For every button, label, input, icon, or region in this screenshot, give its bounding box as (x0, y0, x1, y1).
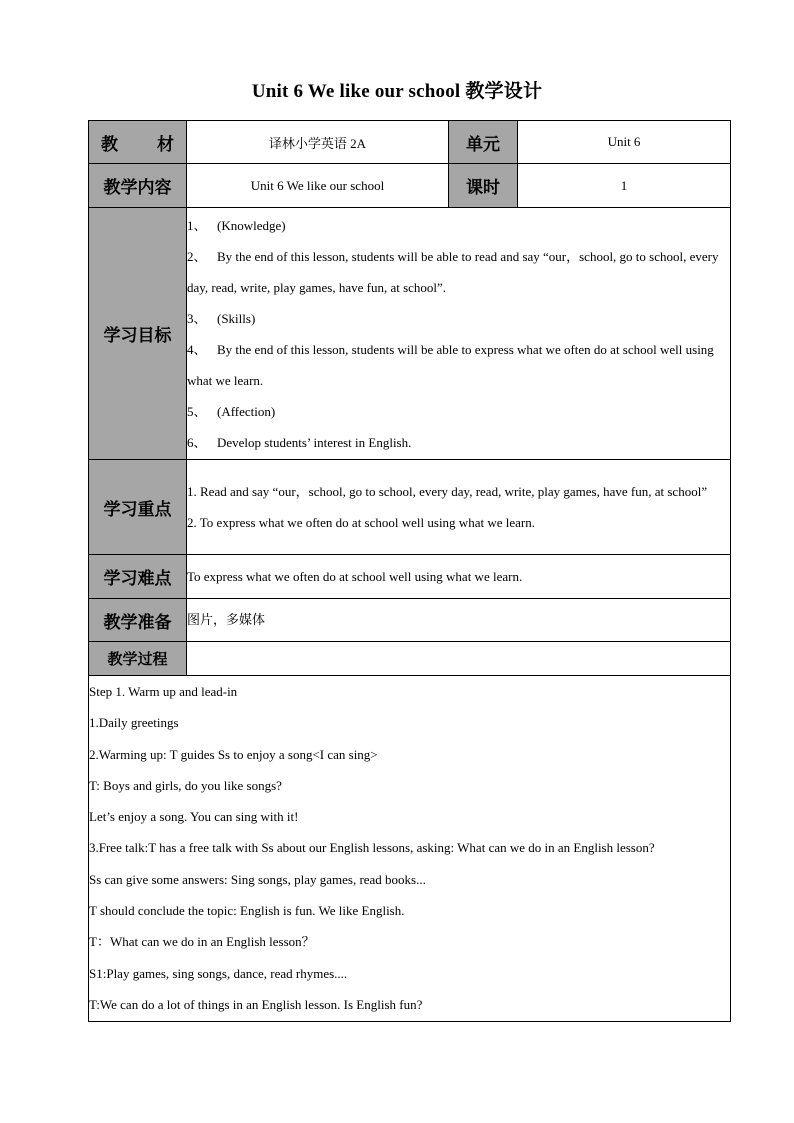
objectives-label: 学习目标 (89, 208, 187, 460)
process-line: 3.Free talk:T has a free talk with Ss about our English lessons, asking: What can we do in an English lesson? (89, 840, 655, 856)
objective-item: 3、 (Skills) (187, 310, 256, 326)
process-line: Let’s enjoy a song. You can sing with it! (89, 809, 299, 825)
period-label: 课时 (449, 164, 518, 208)
row-process-body (89, 676, 731, 1022)
process-body (89, 676, 731, 1022)
row-material (89, 121, 731, 164)
difficult-label: 学习难点 (89, 555, 187, 599)
objective-item: 5、 (Affection) (187, 403, 276, 419)
objective-item: 6、 Develop students’ interest in English. (187, 434, 412, 450)
material-label: 教 材 (89, 121, 187, 164)
lesson-plan-table (88, 120, 731, 1022)
prep-value: 图片，多媒体 (187, 599, 731, 642)
objective-item: 4、 By the end of this lesson, students will be able to express what we often do at school well using what we learn. (187, 341, 714, 388)
process-line: Ss can give some answers: Sing songs, play games, read books... (89, 871, 426, 887)
key-point-item: 2. To express what we often do at school well using what we learn. (187, 515, 535, 530)
process-label: 教学过程 (89, 642, 187, 676)
process-line: 2.Warming up: T guides Ss to enjoy a song<I can sing> (89, 746, 378, 762)
key-points-label: 学习重点 (89, 460, 187, 555)
period-value: 1 (518, 164, 731, 208)
row-process-header (89, 642, 731, 676)
unit-value: Unit 6 (518, 121, 731, 164)
row-difficult-points (89, 555, 731, 599)
process-line: T should conclude the topic: English is fun. We like English. (89, 903, 405, 919)
material-value: 译林小学英语 2A (187, 121, 449, 164)
process-line: T:We can do a lot of things in an English lesson. Is English fun? (89, 996, 423, 1012)
objective-item: 2、 By the end of this lesson, students will be able to read and say “our，school, go to school, every day, read, write, play games, have fun, at school”. (187, 248, 719, 295)
process-line: 1.Daily greetings (89, 715, 179, 731)
content-value: Unit 6 We like our school (187, 164, 449, 208)
key-point-item: 1. Read and say “our，school, go to school, every day, read, write, play games, have fun, at school” (187, 484, 708, 499)
key-points-cell (187, 460, 731, 555)
objectives-cell (187, 208, 731, 460)
process-line: T：What can we do in an English lesson？ (89, 934, 315, 950)
row-objectives (89, 208, 731, 460)
process-line: S1:Play games, sing songs, dance, read rhymes.... (89, 965, 348, 981)
row-preparation (89, 599, 731, 642)
row-key-points (89, 460, 731, 555)
page-title: Unit 6 We like our school 教学设计 (251, 81, 543, 102)
process-header-value (187, 642, 731, 676)
prep-label: 教学准备 (89, 599, 187, 642)
difficult-value: To express what we often do at school well using what we learn. (187, 555, 731, 599)
row-content (89, 164, 731, 208)
content-label: 教学内容 (89, 164, 187, 208)
objective-item: 1、 (Knowledge) (187, 217, 286, 233)
process-line: Step 1. Warm up and lead-in (89, 684, 238, 699)
process-line: T: Boys and girls, do you like songs? (89, 777, 282, 793)
unit-label: 单元 (449, 121, 518, 164)
